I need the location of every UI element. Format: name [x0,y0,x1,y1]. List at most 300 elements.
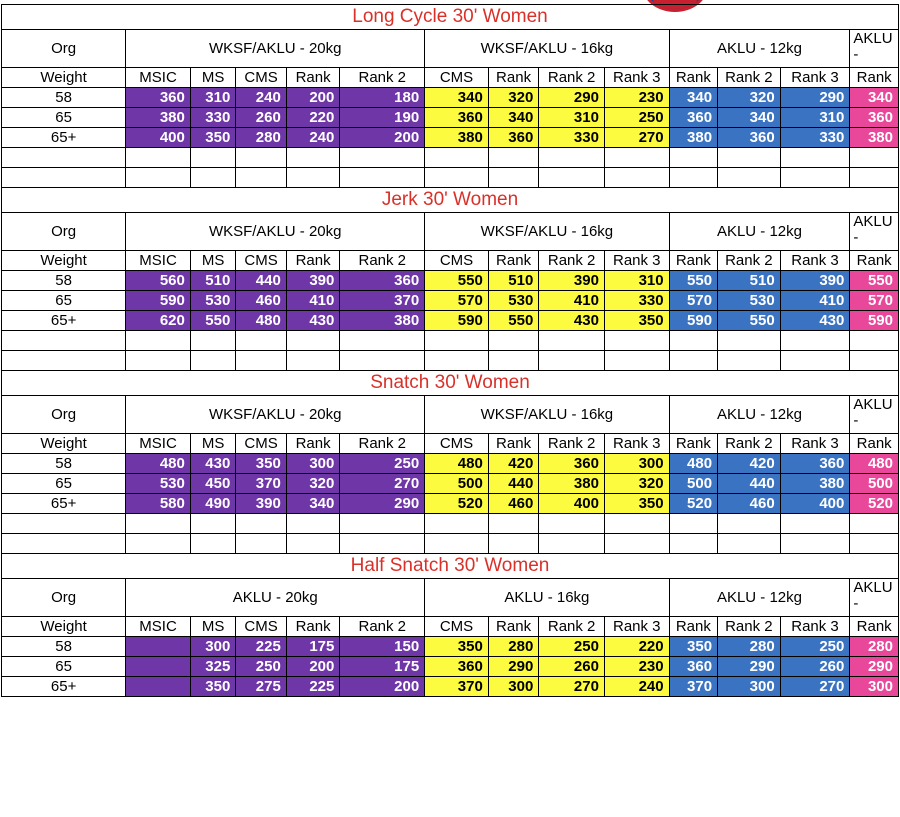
empty-cell [126,514,191,534]
value-cell: 400 [126,128,191,148]
section-title-row [2,188,899,213]
empty-cell [286,534,340,554]
column-header: Rank 3 [780,68,850,88]
empty-cell [190,514,235,534]
value-cell: 350 [190,677,235,697]
empty-cell [488,514,539,534]
column-header: Rank 2 [539,617,605,637]
column-header: Rank [669,617,717,637]
value-cell: 500 [669,474,717,494]
value-cell: 480 [236,311,287,331]
column-header-row [2,617,899,637]
column-header: Rank [286,434,340,454]
empty-cell [488,331,539,351]
value-cell: 300 [488,677,539,697]
column-header: Rank [286,251,340,271]
table-row [2,677,899,697]
blank-row [2,168,899,188]
value-cell: 370 [425,677,489,697]
value-cell: 620 [126,311,191,331]
column-header: MSIC [126,434,191,454]
column-header: Rank 2 [539,68,605,88]
value-cell: 300 [190,637,235,657]
column-header: Rank 2 [539,251,605,271]
empty-cell [604,331,669,351]
empty-cell [604,514,669,534]
value-cell: 275 [236,677,287,697]
column-header: Rank [488,251,539,271]
value-cell: 440 [236,271,287,291]
value-cell: 180 [340,88,425,108]
column-header: CMS [425,434,489,454]
value-cell: 590 [850,311,899,331]
blank-row [2,331,899,351]
table-row [2,291,899,311]
empty-cell [718,351,781,371]
value-cell: 330 [604,291,669,311]
value-cell: 510 [190,271,235,291]
empty-cell [539,534,605,554]
empty-cell [718,168,781,188]
column-header: Rank 2 [718,68,781,88]
value-cell: 260 [236,108,287,128]
value-cell: 530 [488,291,539,311]
empty-cell [425,534,489,554]
table-row [2,311,899,331]
value-cell: 430 [780,311,850,331]
empty-cell [850,351,899,371]
value-cell: 320 [604,474,669,494]
value-cell: 370 [340,291,425,311]
weight-cell: 58 [2,88,126,108]
value-cell: 380 [539,474,605,494]
weight-cell: 65 [2,291,126,311]
value-cell: 350 [669,637,717,657]
value-cell: 360 [488,128,539,148]
empty-cell [286,351,340,371]
value-cell: 190 [340,108,425,128]
empty-cell [604,534,669,554]
empty-cell [2,148,126,168]
value-cell: 420 [488,454,539,474]
value-cell: 310 [780,108,850,128]
empty-cell [190,534,235,554]
value-cell: 410 [780,291,850,311]
table-row [2,657,899,677]
org-label: Org [2,30,126,68]
org-label: Org [2,579,126,617]
group-header: WKSF/AKLU - 16kg [425,213,669,251]
value-cell: 250 [236,657,287,677]
empty-cell [236,534,287,554]
group-header: WKSF/AKLU - 20kg [126,213,425,251]
empty-cell [236,148,287,168]
empty-cell [718,534,781,554]
column-header: Rank [669,434,717,454]
value-cell: 280 [718,637,781,657]
group-header: AKLU - [850,213,899,251]
weight-cell: 58 [2,454,126,474]
value-cell: 460 [718,494,781,514]
value-cell: 360 [669,108,717,128]
value-cell: 360 [425,108,489,128]
value-cell: 200 [340,677,425,697]
value-cell: 460 [488,494,539,514]
value-cell: 570 [850,291,899,311]
value-cell: 510 [488,271,539,291]
value-cell: 175 [286,637,340,657]
empty-cell [425,331,489,351]
value-cell: 280 [850,637,899,657]
section-title: Half Snatch 30' Women [2,554,899,579]
value-cell: 320 [286,474,340,494]
value-cell: 530 [718,291,781,311]
empty-cell [126,351,191,371]
value-cell: 325 [190,657,235,677]
column-header: CMS [236,617,287,637]
table-row [2,271,899,291]
column-header: MS [190,251,235,271]
empty-cell [236,331,287,351]
weight-cell: 58 [2,637,126,657]
section-title: Long Cycle 30' Women [2,5,899,30]
column-header: Weight [2,617,126,637]
value-cell: 480 [425,454,489,474]
empty-cell [718,331,781,351]
org-row [2,30,899,68]
column-header: CMS [236,68,287,88]
value-cell: 370 [669,677,717,697]
empty-cell [340,514,425,534]
value-cell: 290 [488,657,539,677]
column-header: Rank 3 [604,617,669,637]
empty-cell [190,148,235,168]
column-header: Rank [850,68,899,88]
empty-cell [780,514,850,534]
column-header: Rank [850,617,899,637]
value-cell: 150 [340,637,425,657]
column-header: MSIC [126,68,191,88]
value-cell: 260 [780,657,850,677]
value-cell: 340 [425,88,489,108]
column-header-row [2,68,899,88]
value-cell: 480 [126,454,191,474]
empty-cell [669,168,717,188]
empty-cell [850,534,899,554]
column-header: Rank [669,251,717,271]
value-cell: 300 [850,677,899,697]
empty-cell [236,168,287,188]
value-cell: 410 [539,291,605,311]
column-header: Rank 2 [340,251,425,271]
value-cell: 380 [669,128,717,148]
group-header: AKLU - [850,396,899,434]
table-row [2,454,899,474]
value-cell: 500 [850,474,899,494]
value-cell: 290 [780,88,850,108]
empty-cell [236,514,287,534]
group-header: AKLU - 12kg [669,213,850,251]
empty-cell [850,168,899,188]
empty-cell [236,351,287,371]
table-row [2,637,899,657]
group-header: AKLU - 20kg [126,579,425,617]
value-cell: 530 [190,291,235,311]
column-header: MSIC [126,251,191,271]
value-cell: 590 [425,311,489,331]
column-header: Rank [669,68,717,88]
empty-cell [126,148,191,168]
empty-cell [286,331,340,351]
value-cell: 290 [340,494,425,514]
group-header: AKLU - 12kg [669,579,850,617]
value-cell: 280 [236,128,287,148]
column-header: CMS [236,251,287,271]
weight-cell: 65+ [2,128,126,148]
value-cell: 360 [340,271,425,291]
empty-cell [2,168,126,188]
value-cell: 590 [669,311,717,331]
weight-cell: 65+ [2,677,126,697]
value-cell: 380 [126,108,191,128]
value-cell: 460 [236,291,287,311]
blank-row [2,534,899,554]
empty-cell [780,331,850,351]
value-cell: 300 [718,677,781,697]
value-cell: 200 [340,128,425,148]
group-header: WKSF/AKLU - 16kg [425,30,669,68]
column-header: MS [190,68,235,88]
value-cell: 430 [190,454,235,474]
empty-cell [340,331,425,351]
empty-cell [780,168,850,188]
value-cell: 270 [604,128,669,148]
empty-cell [780,534,850,554]
value-cell: 360 [718,128,781,148]
value-cell: 310 [190,88,235,108]
value-cell: 520 [850,494,899,514]
column-header: Weight [2,68,126,88]
value-cell: 350 [425,637,489,657]
value-cell: 360 [850,108,899,128]
value-cell: 340 [718,108,781,128]
value-cell: 340 [669,88,717,108]
empty-cell [425,168,489,188]
column-header: Rank 2 [539,434,605,454]
column-header: MSIC [126,617,191,637]
empty-cell [718,514,781,534]
value-cell: 330 [539,128,605,148]
value-cell: 280 [488,637,539,657]
table-row [2,474,899,494]
value-cell: 250 [539,637,605,657]
value-cell: 300 [604,454,669,474]
group-header: WKSF/AKLU - 16kg [425,396,669,434]
value-cell: 590 [126,291,191,311]
empty-cell [850,148,899,168]
group-header: WKSF/AKLU - 20kg [126,396,425,434]
value-cell: 350 [190,128,235,148]
value-cell: 520 [425,494,489,514]
value-cell: 240 [286,128,340,148]
value-cell: 310 [539,108,605,128]
value-cell: 270 [340,474,425,494]
empty-cell [850,514,899,534]
group-header: AKLU - 16kg [425,579,669,617]
value-cell: 270 [539,677,605,697]
value-cell: 360 [539,454,605,474]
column-header: Rank 3 [780,251,850,271]
value-cell: 310 [604,271,669,291]
column-header: Rank 3 [780,434,850,454]
value-cell: 225 [286,677,340,697]
org-row [2,213,899,251]
value-cell: 260 [539,657,605,677]
value-cell [126,637,191,657]
section-title-row [2,554,899,579]
value-cell: 430 [539,311,605,331]
value-cell: 250 [604,108,669,128]
value-cell: 230 [604,88,669,108]
table-row [2,128,899,148]
column-header: MS [190,617,235,637]
empty-cell [718,148,781,168]
value-cell: 400 [539,494,605,514]
value-cell: 220 [286,108,340,128]
value-cell: 450 [190,474,235,494]
value-cell: 550 [488,311,539,331]
value-cell: 330 [190,108,235,128]
column-header: Rank 2 [718,617,781,637]
group-header: AKLU - [850,30,899,68]
value-cell: 225 [236,637,287,657]
value-cell: 510 [718,271,781,291]
empty-cell [126,168,191,188]
value-cell: 200 [286,657,340,677]
value-cell: 250 [780,637,850,657]
column-header: Rank [488,68,539,88]
empty-cell [2,331,126,351]
value-cell: 550 [425,271,489,291]
value-cell: 500 [425,474,489,494]
column-header: Rank 3 [604,68,669,88]
value-cell: 440 [488,474,539,494]
column-header: Rank [850,434,899,454]
column-header: Rank 3 [780,617,850,637]
column-header: Weight [2,251,126,271]
empty-cell [126,331,191,351]
value-cell: 175 [340,657,425,677]
column-header: Weight [2,434,126,454]
value-cell: 360 [780,454,850,474]
group-header: WKSF/AKLU - 20kg [126,30,425,68]
empty-cell [425,351,489,371]
empty-cell [488,534,539,554]
value-cell: 420 [718,454,781,474]
column-header: Rank 2 [340,617,425,637]
empty-cell [286,168,340,188]
empty-cell [604,148,669,168]
empty-cell [780,148,850,168]
value-cell: 270 [780,677,850,697]
empty-cell [539,514,605,534]
value-cell: 390 [286,271,340,291]
value-cell: 580 [126,494,191,514]
value-cell: 370 [236,474,287,494]
empty-cell [488,168,539,188]
empty-cell [669,351,717,371]
column-header: Rank [488,617,539,637]
value-cell [126,657,191,677]
column-header: Rank 3 [604,251,669,271]
value-cell: 550 [669,271,717,291]
empty-cell [425,148,489,168]
empty-cell [850,331,899,351]
empty-cell [669,148,717,168]
column-header-row [2,434,899,454]
empty-cell [669,331,717,351]
empty-cell [2,351,126,371]
value-cell: 550 [190,311,235,331]
empty-cell [340,351,425,371]
empty-cell [539,331,605,351]
table-row [2,494,899,514]
value-cell: 340 [850,88,899,108]
value-cell: 430 [286,311,340,331]
column-header: CMS [425,617,489,637]
value-cell: 300 [286,454,340,474]
value-cell: 520 [669,494,717,514]
value-cell: 480 [850,454,899,474]
value-cell: 490 [190,494,235,514]
group-header: AKLU - 12kg [669,30,850,68]
column-header: Rank [286,68,340,88]
value-cell: 350 [236,454,287,474]
section-title: Snatch 30' Women [2,371,899,396]
column-header: CMS [425,251,489,271]
value-cell: 440 [718,474,781,494]
value-cell: 320 [488,88,539,108]
value-cell: 250 [340,454,425,474]
empty-cell [2,514,126,534]
empty-cell [669,534,717,554]
value-cell: 380 [780,474,850,494]
empty-cell [190,331,235,351]
org-label: Org [2,213,126,251]
empty-cell [2,534,126,554]
value-cell: 350 [604,494,669,514]
weight-cell: 65 [2,657,126,677]
section-title-row [2,371,899,396]
empty-cell [669,514,717,534]
value-cell: 570 [669,291,717,311]
column-header: Rank 2 [718,434,781,454]
empty-cell [488,148,539,168]
weight-cell: 65+ [2,311,126,331]
org-label: Org [2,396,126,434]
section-title: Jerk 30' Women [2,188,899,213]
group-header: AKLU - 12kg [669,396,850,434]
weight-cell: 65 [2,474,126,494]
value-cell: 220 [604,637,669,657]
empty-cell [488,351,539,371]
empty-cell [425,514,489,534]
column-header: Rank 2 [718,251,781,271]
value-cell: 380 [425,128,489,148]
value-cell: 570 [425,291,489,311]
value-cell: 550 [718,311,781,331]
column-header-row [2,251,899,271]
